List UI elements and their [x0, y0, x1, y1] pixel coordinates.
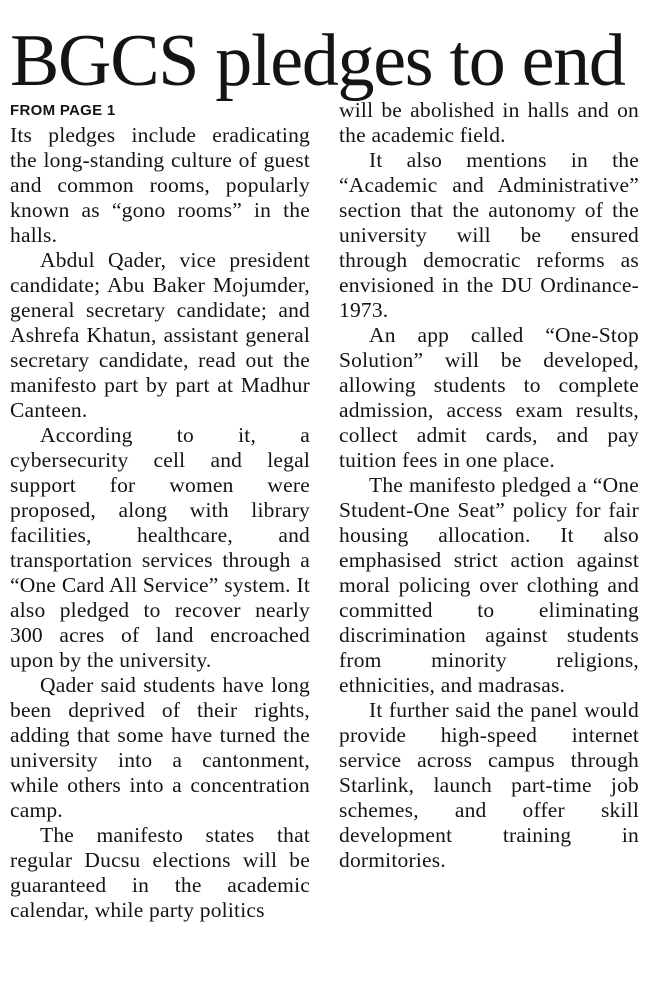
paragraph: It further said the panel would provide high-speed internet service across campus through Starlink, launch part-time job schemes, and offer skill development training in dormitories. [339, 698, 639, 872]
paragraph: The manifesto pledged a “One Student-One Seat” policy for fair housing allocation. It also emphasised strict action against moral policing over clothing and committed to eliminating discrimination against students from minority religions, ethnicities, and madrasas. [339, 473, 639, 697]
kicker: FROM PAGE 1 [10, 102, 116, 119]
paragraph: According to it, a cybersecurity cell and legal support for women were proposed, along with library facilities, healthcare, and transportation services through a “One Card All Service” system. It also pledged to recover nearly 300 acres of land encroached upon by the university. [10, 423, 310, 672]
paragraph: An app called “One-Stop Solution” will be developed, allowing students to complete admission, access exam results, collect admit cards, and pay tuition fees in one place. [339, 323, 639, 472]
right-column [339, 98, 639, 873]
paragraph: Abdul Qader, vice president candidate; Abu Baker Mojumder, general secretary candidate; and Ashrefa Khatun, assistant general secretary candidate, read out the manifesto part by part at Madhur Canteen. [10, 248, 310, 422]
paragraph-continued: will be abolished in halls and on the academic field. [339, 98, 639, 147]
headline: BGCS pledges to end [10, 20, 625, 102]
paragraph: Qader said students have long been deprived of their rights, adding that some have turned the university into a cantonment, while others into a concentration camp. [10, 673, 310, 822]
paragraph: It also mentions in the “Academic and Administrative” section that the autonomy of the university will be ensured through democratic reforms as envisioned in the DU Ordinance-1973. [339, 148, 639, 322]
left-column [10, 98, 310, 923]
paragraph: The manifesto states that regular Ducsu elections will be guaranteed in the academic calendar, while party politics [10, 823, 310, 922]
paragraph: Its pledges include eradicating the long-standing culture of guest and common rooms, popularly known as “gono rooms” in the halls. [10, 123, 310, 247]
